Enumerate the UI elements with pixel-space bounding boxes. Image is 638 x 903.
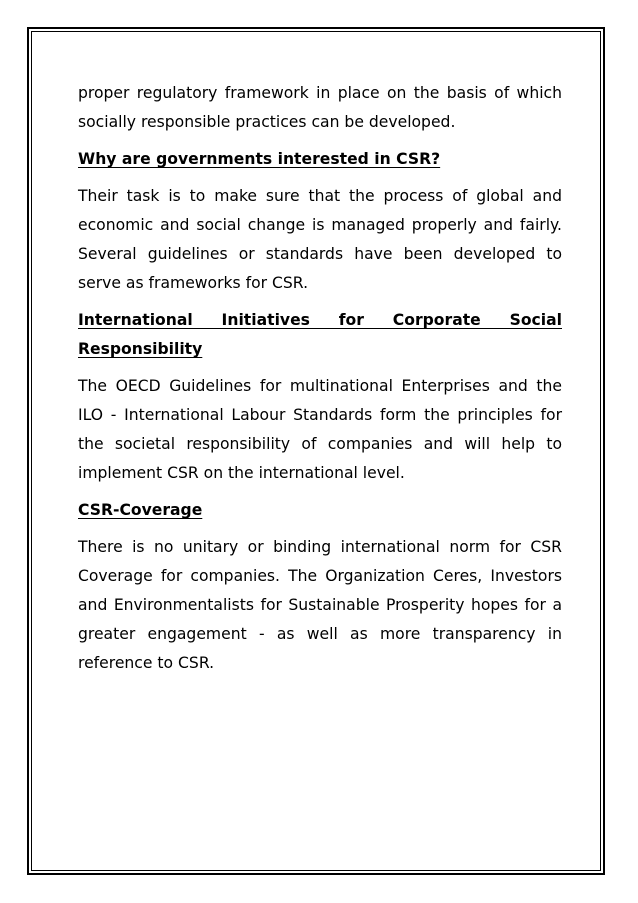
paragraph-oecd-ilo: The OECD Guidelines for multinational Enterprises and the ILO - International Labour Standards form the principles for the societal responsibility of companies and will help to implement CSR on the international level. — [78, 377, 562, 482]
document-body — [78, 79, 562, 686]
paragraph-csr-coverage: There is no unitary or binding international norm for CSR Coverage for companies. The Organization Ceres, Investors and Environmentalists for Sustainable Prosperity hopes for a greater engagement - as well as more transparency in reference to CSR. — [78, 538, 562, 672]
paragraph-government-task: Their task is to make sure that the process of global and economic and social change is managed properly and fairly. Several guidelines or standards have been developed to serve as frameworks for CSR. — [78, 187, 562, 292]
heading-csr-coverage: CSR-Coverage — [78, 501, 203, 519]
heading-international-initiatives: International Initiatives for Corporate Social Responsibility — [78, 311, 562, 358]
heading-why-governments: Why are governments interested in CSR? — [78, 150, 441, 168]
paragraph-intro-continuation: proper regulatory framework in place on the basis of which socially responsible practices can be developed. — [78, 84, 562, 131]
